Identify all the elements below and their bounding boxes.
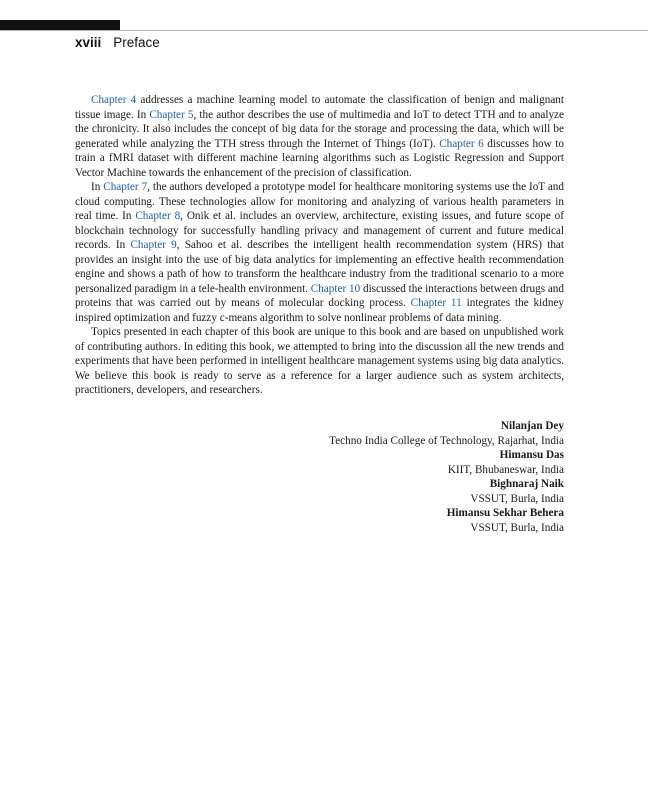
text-run: discusses how to train a fMRI dataset with different machine learning algorithms such as Logistic Regression and Support Vector Machine towards the enhancement of the precision of classification. (75, 137, 564, 179)
author-affiliation: Techno India College of Technology, Rajarhat, India (329, 434, 564, 447)
author-name: Bighnaraj Naik (489, 478, 564, 490)
author-affiliation: VSSUT, Burla, India (470, 492, 564, 505)
text-run: addresses a machine learning model to automate the classification of benign and malignant tissue image. In (75, 94, 565, 121)
chapter-7-link[interactable]: Chapter 7 (103, 181, 148, 193)
text-run: , Onik et al. includes an overview, architecture, existing issues, and future scope of blockchain technology for successfully handling privacy and management of current and future medical records. In (75, 210, 565, 251)
chapter-9-link[interactable]: Chapter 9 (130, 239, 177, 251)
author-affiliation: KIIT, Bhubaneswar, India (447, 463, 564, 476)
running-head (75, 35, 160, 50)
author-name: Himansu Das (499, 449, 564, 461)
paragraph-2 (75, 180, 564, 325)
text-run: integrates the kidney inspired optimization and fuzzy c-means algorithm to solve nonlinear problems of data mining. (75, 297, 565, 324)
chapter-6-link[interactable]: Chapter 6 (439, 137, 484, 150)
text-run: , the authors developed a prototype model for healthcare monitoring systems use the IoT and cloud computing. These technologies allow for monitoring and analyzing of various health parameters in real time. In (75, 181, 564, 222)
body-text (75, 93, 564, 398)
chapter-10-link[interactable]: Chapter 10 (310, 282, 361, 295)
chapter-8-link[interactable]: Chapter 8 (135, 210, 181, 222)
page-number: xviii (75, 35, 102, 50)
paragraph-1 (75, 93, 564, 180)
chapter-4-link[interactable]: Chapter 4 (91, 94, 137, 106)
section-title: Preface (113, 35, 160, 50)
author-affiliation: VSSUT, Burla, India (470, 521, 564, 534)
header-rule (0, 30, 648, 31)
text-run: discussed the interactions between drugs and proteins that was carried out by means of molecular docking process. (75, 282, 564, 309)
author-name: Nilanjan Dey (500, 420, 564, 432)
text-run: , Sahoo et al. describes the intelligent health recommendation system (HRS) that provides an insight into the use of big data analytics for implementing an effective health recommendation engine and shows a path of how to transform the healthcare industry from the traditional scenario to a more personalized paradigm in a tele-health environment. (75, 239, 564, 295)
paragraph-3: Topics presented in each chapter of this book are unique to this book and are based on unpublished work of contributing authors. In editing this book, we attempted to bring into the discussion all the new trends and experiments that have been performed in intelligent healthcare management systems using big data analytics. We believe this book is ready to serve as a reference for a larger audience such as system architects, practitioners, developers, and researchers. (75, 326, 564, 396)
chapter-11-link[interactable]: Chapter 11 (410, 297, 462, 309)
text-run: , the author describes the use of multimedia and IoT to detect TTH and to analyze the chronicity. It also includes the concept of big data for the storage and processing the data, which will be generated while analyzing the TTH stress through the Internet of Things (IoT). (75, 108, 564, 150)
author-name: Himansu Sekhar Behera (446, 507, 564, 519)
signature-block (250, 419, 564, 535)
text-run: In (91, 181, 104, 193)
chapter-5-link[interactable]: Chapter 5 (149, 108, 194, 121)
